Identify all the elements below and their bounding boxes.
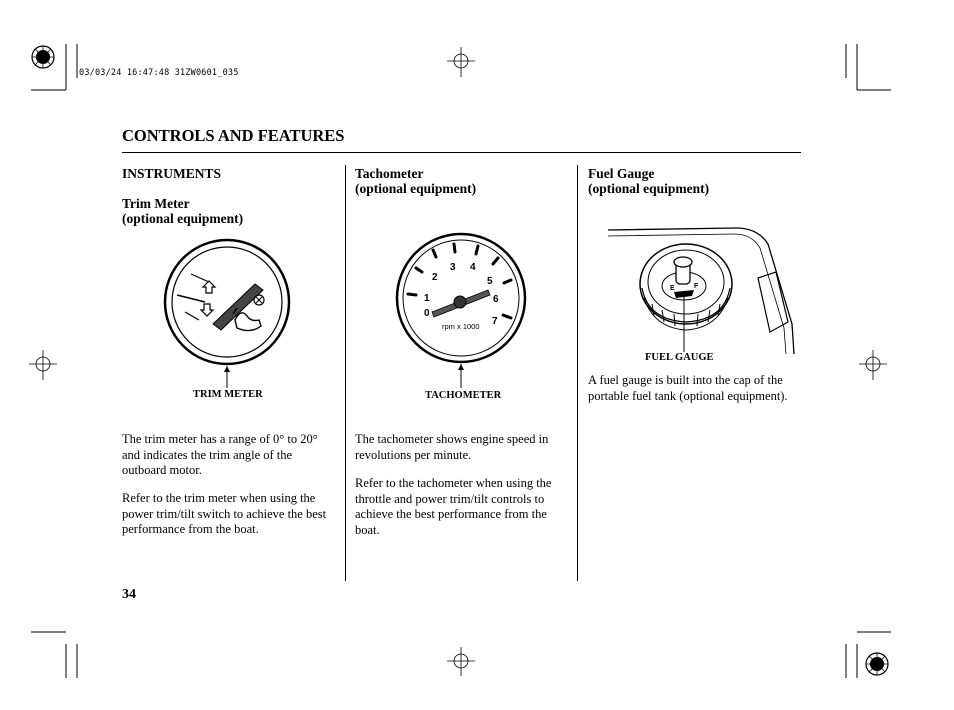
dial-number: 7 <box>492 316 498 327</box>
page-number: 34 <box>122 587 136 602</box>
starburst-icon <box>32 46 54 68</box>
header-rule <box>122 152 801 153</box>
fuel-gauge-paragraph-1: A fuel gauge is built into the cap of the portable fuel tank (optional equipment). <box>588 373 788 403</box>
fuel-gauge-illustration <box>608 224 798 354</box>
crosshair-icon <box>447 647 475 676</box>
dial-number: 2 <box>432 272 438 283</box>
trim-meter-paragraph-2: Refer to the trim meter when using the power trim/tilt switch to achieve the best performance from the boat. <box>122 491 327 536</box>
instruments-heading: INSTRUMENTS <box>122 166 222 181</box>
trim-meter-caption: TRIM METER <box>193 389 263 400</box>
trim-meter-heading: Trim Meter <box>122 196 190 211</box>
tachometer-paragraph-2: Refer to the tachometer when using the throttle and power trim/tilt controls to achieve the best performance from the boat. <box>355 476 552 537</box>
trim-meter-paragraph-1: The trim meter has a range of 0° to 20° and indicates the trim angle of the outboard motor. <box>122 432 318 477</box>
tachometer-heading: Tachometer <box>355 166 424 181</box>
dial-number: 4 <box>470 262 476 273</box>
tachometer-caption: TACHOMETER <box>425 390 502 401</box>
tachometer-illustration <box>396 232 526 392</box>
trim-meter-illustration <box>163 240 293 390</box>
column-divider <box>577 165 578 581</box>
dial-number: 1 <box>424 293 430 304</box>
dial-number: 0 <box>424 308 430 319</box>
starburst-icon <box>866 653 888 675</box>
dial-number: 3 <box>450 262 456 273</box>
fuel-gauge-heading: Fuel Gauge <box>588 166 655 181</box>
section-title: CONTROLS AND FEATURES <box>122 126 345 145</box>
column-divider <box>345 165 346 581</box>
trim-meter-subheading: (optional equipment) <box>122 211 244 226</box>
tachometer-paragraph-1: The tachometer shows engine speed in revolutions per minute. <box>355 432 549 462</box>
crosshair-icon <box>29 350 57 380</box>
dial-unit: rpm x 1000 <box>442 322 480 331</box>
tachometer-subheading: (optional equipment) <box>355 181 477 196</box>
crosshair-icon <box>447 47 475 77</box>
dial-number: 6 <box>493 294 499 305</box>
dial-number: 5 <box>487 276 493 287</box>
crosshair-icon <box>859 350 887 380</box>
fuel-gauge-subheading: (optional equipment) <box>588 181 710 196</box>
gauge-full-label: F <box>694 283 699 290</box>
fuel-gauge-caption: FUEL GAUGE <box>645 352 714 363</box>
gauge-empty-label: E <box>670 285 675 292</box>
print-timestamp: 03/03/24 16:47:48 31ZW0601_035 <box>79 68 239 78</box>
